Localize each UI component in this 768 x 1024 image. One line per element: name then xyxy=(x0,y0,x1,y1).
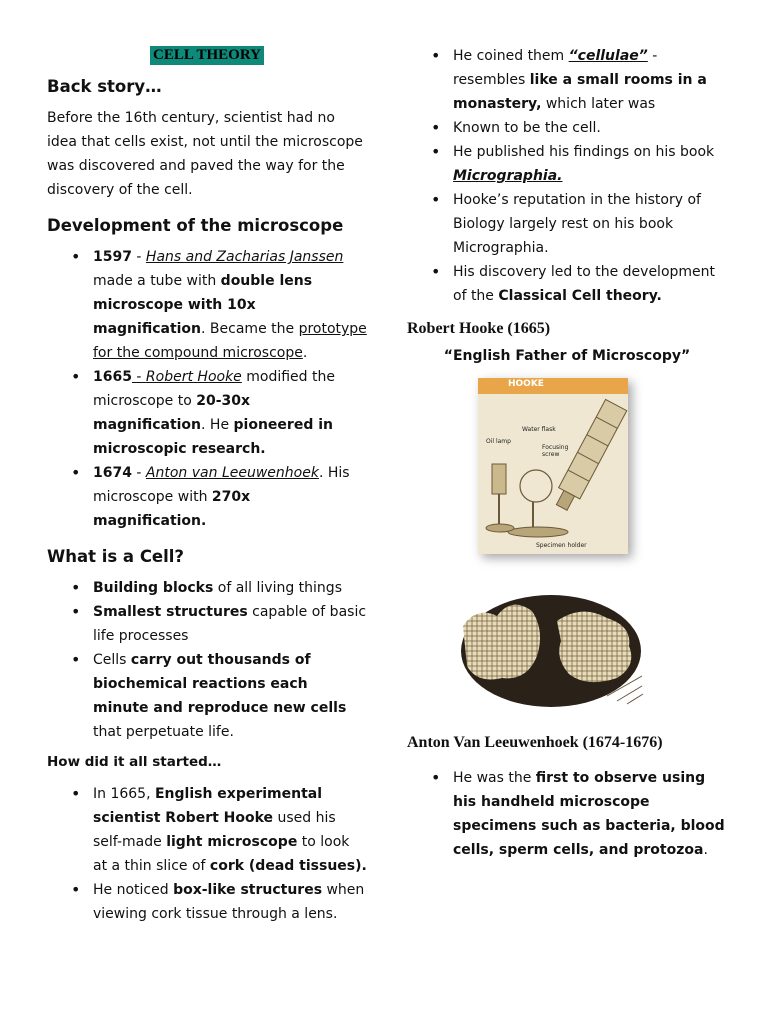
list-item: • Cells carry out thousands of biochemical reactions each minute and reproduce new cells that perpetuate life. xyxy=(47,648,367,744)
hooke-heading: Robert Hooke (1665) xyxy=(407,320,551,337)
leeuwenhoek-list xyxy=(407,766,727,862)
list-item: • Building blocks of all living things xyxy=(47,576,367,600)
list-item: • He noticed box-like structures when viewing cork tissue through a lens. xyxy=(47,878,367,926)
howstarted-list xyxy=(47,782,367,926)
list-item: • In 1665, English experimental scientist Robert Hooke used his self-made light microscope to look at a thin slice of cork (dead tissues). xyxy=(47,782,367,878)
list-item: • 1597 - Hans and Zacharias Janssen made a tube with double lens microscope with 10x magnification. Became the prototype for the compound microscope. xyxy=(47,245,367,365)
hooke-list xyxy=(407,44,727,308)
list-item: • His discovery led to the development of the Classical Cell theory. xyxy=(407,260,727,308)
right-column xyxy=(407,44,727,872)
whatcell-heading: What is a Cell? xyxy=(47,547,184,566)
figure-label: Oil lamp xyxy=(486,438,511,445)
inventor: Robert Hooke xyxy=(145,369,242,385)
list-item: • Hooke’s reputation in the history of Biology largely rest on his book Micrographia. xyxy=(407,188,727,260)
list-item: • He published his findings on his book Micrographia. xyxy=(407,140,727,188)
year: 1597 xyxy=(93,249,132,265)
left-column xyxy=(47,40,367,936)
inventor: Hans and Zacharias Janssen xyxy=(145,249,344,265)
title-wrap xyxy=(47,44,367,65)
backstory-text: Before the 16th century, scientist had no idea that cells exist, not until the microscope was discovered and paved the way for the discovery of the cell. xyxy=(47,110,363,198)
cork-cells-figure xyxy=(457,586,645,716)
year: 1665 xyxy=(93,369,132,385)
page-title: CELL THEORY xyxy=(150,46,264,65)
figure-label: Water flask xyxy=(522,426,556,433)
hooke-quote: “English Father of Microscopy” xyxy=(443,348,691,364)
development-heading: Development of the microscope xyxy=(47,216,344,235)
figure-label: Specimen holder xyxy=(536,542,587,549)
list-item: • 1665 - Robert Hooke modified the microscope to 20-30x magnification. He pioneered in microscopic research. xyxy=(47,365,367,461)
cork-cells-illustration xyxy=(457,586,645,716)
backstory-heading: Back story… xyxy=(47,77,162,96)
year: 1674 xyxy=(93,465,132,481)
hooke-microscope-figure xyxy=(478,378,628,554)
list-item: • Smallest structures capable of basic life processes xyxy=(47,600,367,648)
list-item: • 1674 - Anton van Leeuwenhoek. His microscope with 270x magnification. xyxy=(47,461,367,533)
figure-tag: HOOKE xyxy=(478,378,628,394)
figure-label: Focusing screw xyxy=(542,444,569,458)
inventor: Anton van Leeuwenhoek xyxy=(145,465,319,481)
microscope-illustration xyxy=(478,378,628,554)
leeuwenhoek-heading: Anton Van Leeuwenhoek (1674-1676) xyxy=(407,734,663,751)
howstarted-heading: How did it all started… xyxy=(47,754,222,770)
list-item: • Known to be the cell. xyxy=(407,116,727,140)
list-item: • He was the first to observe using his handheld microscope specimens such as bacteria, blood cells, sperm cells, and protozoa. xyxy=(407,766,727,862)
development-list xyxy=(47,245,367,533)
list-item: • He coined them “cellulae” - resembles like a small rooms in a monastery, which later was xyxy=(407,44,727,116)
whatcell-list xyxy=(47,576,367,744)
